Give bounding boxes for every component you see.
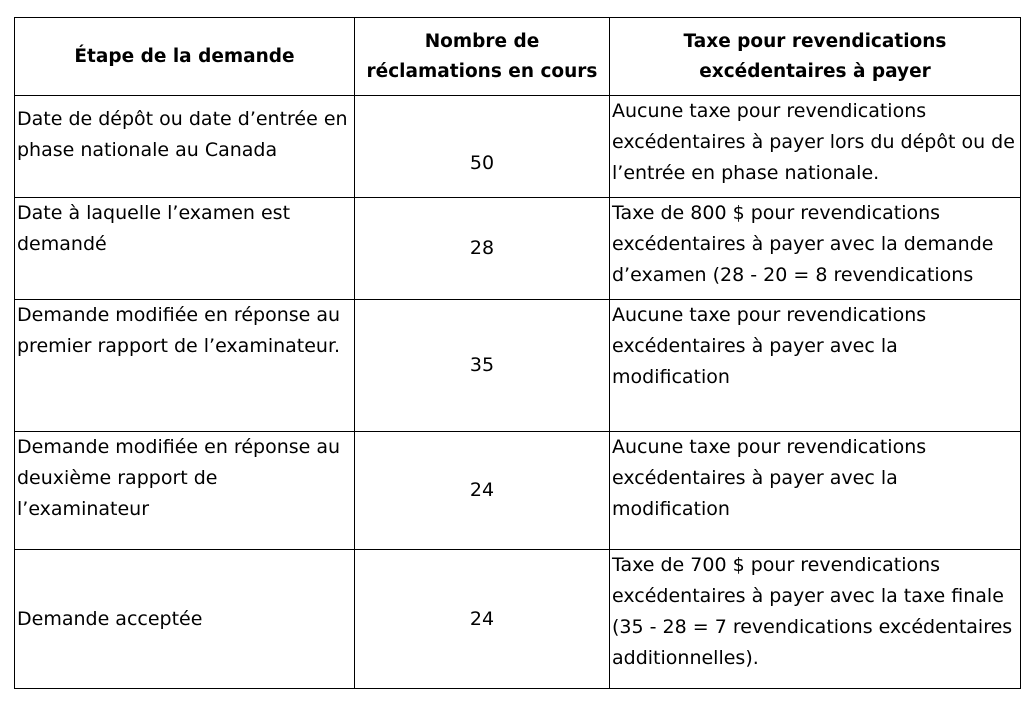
claims-count-cell: 35	[355, 300, 610, 432]
fee-cell: Taxe de 700 $ pour revendications excédentaires à payer avec la taxe finale (35 - 28 = 7 revendications excédentaires additionnelles).	[610, 550, 1021, 689]
table-row	[15, 432, 1021, 550]
table-header	[15, 18, 1021, 96]
claims-count-cell: 28	[355, 198, 610, 300]
table-body	[15, 96, 1021, 689]
header-claims-count: Nombre de réclamations en cours	[355, 18, 610, 96]
fee-cell: Aucune taxe pour revendications excédentaires à payer lors du dépôt ou de l’entrée en phase nationale.	[610, 96, 1021, 198]
claims-count-cell: 24	[355, 550, 610, 689]
claims-count-cell: 24	[355, 432, 610, 550]
table-row	[15, 198, 1021, 300]
stage-cell: Date à laquelle l’examen est demandé	[15, 198, 355, 300]
claims-count-cell: 50	[355, 96, 610, 198]
table-row	[15, 96, 1021, 198]
header-row	[15, 18, 1021, 96]
stage-cell: Demande acceptée	[15, 550, 355, 689]
table-row	[15, 300, 1021, 432]
stage-cell: Demande modifiée en réponse au deuxième rapport de l’examinateur	[15, 432, 355, 550]
header-excess-fee: Taxe pour revendications excédentaires à payer	[610, 18, 1021, 96]
fee-cell: Aucune taxe pour revendications excédentaires à payer avec la modification	[610, 432, 1021, 550]
fee-cell: Aucune taxe pour revendications excédentaires à payer avec la modification	[610, 300, 1021, 432]
stage-cell: Date de dépôt ou date d’entrée en phase nationale au Canada	[15, 96, 355, 198]
fee-cell: Taxe de 800 $ pour revendications excédentaires à payer avec la demande d’examen (28 - 20 = 8 revendications	[610, 198, 1021, 300]
claims-fee-table	[14, 17, 1021, 689]
table-row	[15, 550, 1021, 689]
header-stage: Étape de la demande	[15, 18, 355, 96]
stage-cell: Demande modifiée en réponse au premier rapport de l’examinateur.	[15, 300, 355, 432]
